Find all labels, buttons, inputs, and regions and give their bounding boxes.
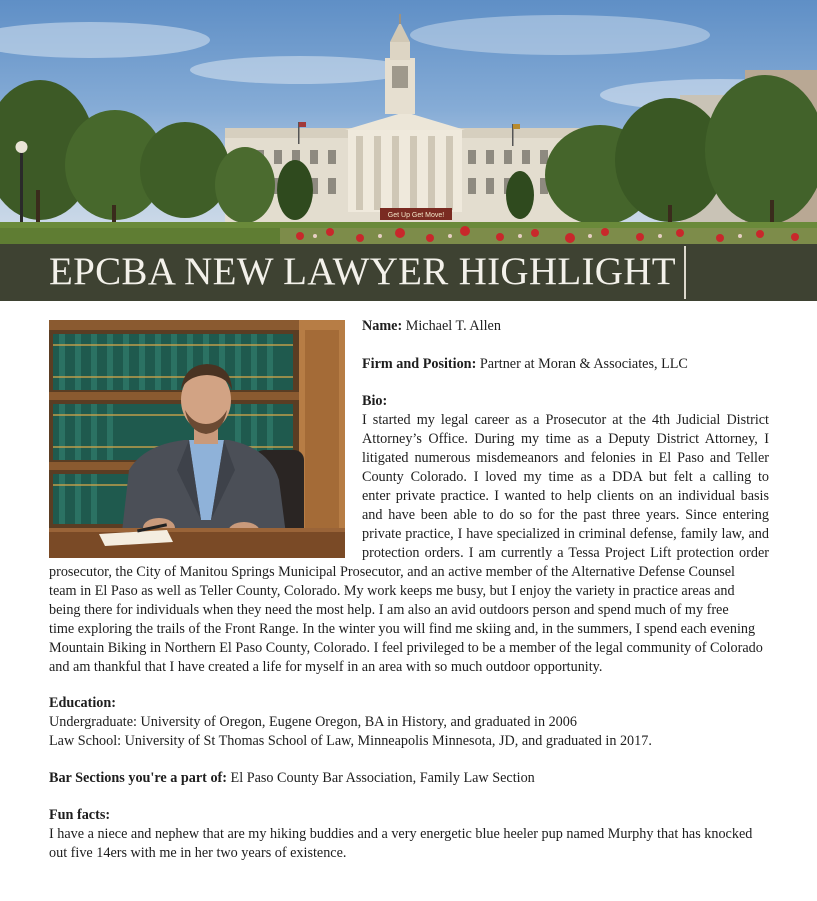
- fun-facts-label: Fun facts:: [49, 807, 111, 823]
- fun-facts-line: I have a niece and nephew that are my hiking buddies and a very energetic blue heeler pup named Murphy that has knocked: [49, 826, 753, 842]
- bar-sections-value: El Paso County Bar Association, Family Law Section: [230, 770, 535, 786]
- banner-sign-text: Get Up Get Move!: [387, 212, 445, 219]
- bio-line: enter private practice. I wanted to help clients on an individual basis: [362, 488, 769, 504]
- bio-line: team in El Paso as well as Teller County, Colorado. My work keeps me busy, but I enjoy the variety in practice areas and: [49, 583, 735, 599]
- bio-line: I started my legal career as a Prosecutor at the 4th Judicial District: [362, 412, 769, 428]
- bio-line: County Colorado. I loved my time as a DDA but felt a calling to: [362, 469, 769, 485]
- bio-line: Mountain Biking in Northern El Paso County, Colorado. I feel privileged to be a member of the legal community of Colorado: [49, 640, 763, 656]
- bio-text-right: [362, 411, 769, 563]
- bio-line: prosecutor, the City of Manitou Springs Municipal Prosecutor, and an active member of the Alternative Defense Counsel: [49, 564, 735, 580]
- name-label: Name:: [362, 318, 403, 334]
- lawyer-portrait-photo: [49, 320, 345, 558]
- firm-line: [362, 355, 769, 374]
- firm-value: Partner at Moran & Associates, LLC: [479, 356, 688, 372]
- hero-illustration: [0, 0, 817, 244]
- title-divider: [684, 246, 686, 299]
- firm-label: Firm and Position:: [362, 356, 477, 372]
- bar-sections-line: [49, 769, 771, 788]
- fun-facts-line: out five 14ers with me in her two years of existence.: [49, 845, 347, 861]
- bio-line: and have been able to do so for the past three years. Since entering: [362, 507, 769, 523]
- bio-label: Bio:: [362, 393, 388, 409]
- portrait-illustration: [49, 320, 345, 558]
- bio-text-full: [49, 563, 771, 677]
- education-list: [49, 713, 771, 751]
- bar-sections-label: Bar Sections you're a part of:: [49, 770, 227, 786]
- bio-line: litigated numerous misdemeanors and felonies in El Paso and Teller: [362, 450, 769, 466]
- fun-facts-text: [49, 825, 771, 863]
- bio-line: Attorney’s Office. During my time as a Deputy District Attorney, I: [362, 431, 769, 447]
- bio-line: protection orders. I am currently a Tessa Project Lift protection order: [362, 545, 769, 561]
- title-band: [0, 244, 817, 301]
- page-title: EPCBA NEW LAWYER HIGHLIGHT: [49, 250, 676, 293]
- bio-line: private practice, I have specialized in criminal defense, family law, and: [362, 526, 769, 542]
- bio-line: and am thankful that I have created a life for myself in an area with so much outdoor opportunity.: [49, 659, 603, 675]
- hero-photo-city-building: [0, 0, 817, 244]
- bio-line: time exploring the trails of the Front Range. In the winter you will find me skiing and, in the summers, I spend each evening: [49, 621, 756, 637]
- bio-line: being there for individuals when they need the most help. I am also an avid outdoors person and spend much of my free: [49, 602, 729, 618]
- education-item: Undergraduate: University of Oregon, Eugene Oregon, BA in History, and graduated in 2006: [49, 714, 577, 730]
- education-label: Education:: [49, 695, 117, 711]
- name-value: Michael T. Allen: [405, 318, 501, 334]
- name-line: [362, 317, 769, 336]
- education-item: Law School: University of St Thomas School of Law, Minneapolis Minnesota, JD, and graduated in 2017.: [49, 733, 652, 749]
